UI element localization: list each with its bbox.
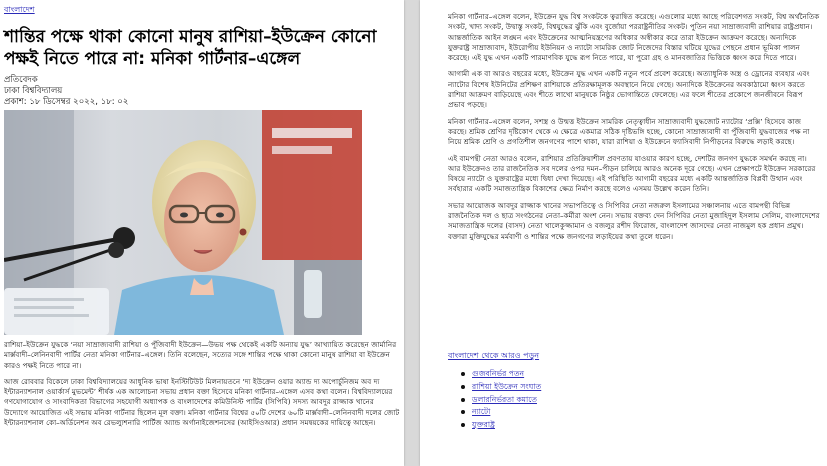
- article-photo: [4, 110, 362, 335]
- related-articles-list: [472, 368, 541, 432]
- right-document-page: [420, 0, 827, 466]
- section-link[interactable]: বাংলাদেশ: [4, 5, 35, 14]
- related-link[interactable]: গুজবনির্ভর পতন: [472, 368, 541, 381]
- related-link[interactable]: যুক্তরাষ্ট্র: [472, 419, 541, 432]
- body-paragraph: মনিকা গার্টনার–এঙ্গেল বলেন, ইউক্রেন যুদ্ধ বিশ্ব সংকটকে ত্বরান্বিত করেছে। এগুলোর মধ্যে আছে পরিবেশগত সংকট, বিশ্ব অর্থনৈতিক সংকট, খাদ্য সংকট, উদ্বাস্তু সংকট, বিশ্বযুদ্ধের ঝুঁকি এবং বুর্জোয়া পররাষ্ট্রনীতির সংকট। পুতিন নয়া সাম্রাজ্যবাদী রাশিয়ার রাষ্ট্রপ্রধান। আন্তর্জাতিক আইন লঙ্ঘন এবং ইউক্রেনের আত্মনিয়ন্ত্রণের অধিকার অস্বীকার করে তারা ইউক্রেন আক্রমণ করেছে। অন্যদিকে যুক্তরাষ্ট্র সাম্রাজ্যবাদ, ইউরোপীয় ইউনিয়ন ও ন্যাটো সামরিক জোট নিজেদের বিস্তার ঘটিয়ে যুদ্ধের পেছনে প্রধান ভূমিকা পালন করেছে। এই যুদ্ধ এখন একটি পারমাণবিক যুদ্ধে রূপ নিতে পারে, যা পুরো গ্রহ ও মানবজাতির ভিত্তিকে ধ্বংস করে দিতে পারে।: [448, 12, 820, 63]
- related-link[interactable]: ন্যাটো: [472, 406, 541, 419]
- publish-date: প্রকাশ: ১৮ ডিসেম্বর ২০২২, ১৮: ০২: [4, 97, 129, 107]
- reporter-line: প্রতিবেদক: [4, 75, 38, 85]
- related-link[interactable]: ডলারনির্ভরতা কমাতে: [472, 394, 541, 407]
- related-articles-heading[interactable]: বাংলাদেশ থেকে আরও পড়ুন: [448, 351, 540, 360]
- article-headline: শান্তির পক্ষে থাকা কোনো মানুষ রাশিয়া–ইউক্রেন কোনো পক্ষই নিতে পারে না: মনিকা গার্টনার–এঙ্গেল: [4, 27, 377, 69]
- related-link[interactable]: রাশিয়া ইউক্রেন সংঘাত: [472, 381, 541, 394]
- left-article-body: [4, 340, 400, 464]
- desk-line: ঢাকা বিশ্ববিদ্যালয়: [4, 86, 63, 96]
- body-paragraph: রাশিয়া–ইউক্রেন যুদ্ধকে ‘নয়া সাম্রাজ্যবাদী রাশিয়া ও পুঁজিবাদী ইউক্রেন—উভয় পক্ষ থেকেই একটি অন্যায় যুদ্ধ’ আখ্যায়িত করেছেন জার্মানির মার্ক্সবাদী–লেনিনবাদী পার্টির নেতা মনিকা গার্টনার–এঙ্গেল। তিনি বলেছেন, সত্যের সঙ্গে শান্তির পক্ষে থাকা কোনো মানুষ রাশিয়া বা ইউক্রেন কারও পক্ষই নিতে পারে না।: [4, 340, 397, 370]
- speaker-photo-illustration: [4, 110, 362, 335]
- right-article-body: [448, 12, 820, 342]
- body-paragraph: সভার আয়োজক আবদুর রাজ্জাক খানের সভাপতিত্বে ও সিপিবির নেতা নজরুল ইসলামের সঞ্চালনায় এতে বামপন্থী বিভিন্ন রাজনৈতিক দল ও ছাত্র সংগঠনের নেতা–কর্মীরা অংশ নেন। সভায় বক্তব্য দেন সিপিবির নেতা মুজাহিদুল ইসলাম সেলিম, বাংলাদেশের সমাজতান্ত্রিক দলের (বাসদ) নেতা খালেকুজ্জামান ও বজলুর রশীদ ফিরোজ, বাংলাদেশ জাসদের নেতা নাজমুল হক প্রধান প্রমুখ। বক্তারা মুক্তিযুদ্ধের মর্মবাণী ও শান্তির পক্ষে জনগণের লড়াইয়ের কথা তুলে ধরেন।: [448, 200, 820, 241]
- body-paragraph: আজ রোববার বিকেলে ঢাকা বিশ্ববিদ্যালয়ের আধুনিক ভাষা ইনস্টিটিউট মিলনায়তনে ‘দ্য ইউক্রেন ওয়ার অ্যান্ড দ্য অপোর্চুনিজম অব দ্য ইন্টারন্যাশনাল ওয়ার্কার্স মুভমেন্ট’ শীর্ষক এক আলোচনা সভায় প্রধান বক্তা হিসেবে মনিকা গার্টনার–এঙ্গেল এসব কথা বলেন। বিশ্ববিদ্যালয়ের গণযোগাযোগ ও সাংবাদিকতা বিভাগের সহযোগী অধ্যাপক ও বাংলাদেশের কমিউনিস্ট পার্টির (সিপিবি) সদস্য আবদুর রাজ্জাক খানের উদ্যোগে আয়োজিত এই সভায় মনিকা গার্টনার ছিলেন মূল বক্তা। মনিকা গার্টনার বিশ্বের ৫০টি দেশের ৬০টি মার্ক্সবাদী–লেনিনবাদী দলের জোট ইন্টারন্যাশনাল কো–অর্ডিনেশন অব রেভল্যুশনারি পার্টিজ অ্যান্ড অর্গানাইজেশনসের (আইসিওআর) প্রধান সমন্বয়কের দায়িত্বে আছেন।: [4, 376, 400, 428]
- body-paragraph: আগামী এক বা আরও বছরের মধ্যে, ইউক্রেন যুদ্ধ এখন একটি নতুন পর্বে প্রবেশ করেছে। অত্যাধুনিক অস্ত্র ও ড্রোনের ব্যবহার এবং ন্যাটোর বিশেষ ইউনিটের প্রশিক্ষণ রাশিয়াকে প্রতিরক্ষামূলক অবস্থানে নিয়ে গেছে। অন্যদিকে ইউক্রেনের অবকাঠামো ধ্বংস করতে রাশিয়া আক্রমণ বাড়িয়েছে এবং শীতে লাখো মানুষকে নিষ্ঠুর ভোগান্তিতে ফেলেছে। এর ফলে শীতের প্রকোপে জনজীবনে বিরূপ প্রভাব পড়ছে।: [448, 69, 810, 110]
- body-paragraph: মনিকা গার্টনার–এঙ্গেল বলেন, সশস্ত্র ও উন্মত্ত ইউক্রেন সামরিক নেতৃত্বাধীন সাম্রাজ্যবাদী যুদ্ধজোট ন্যাটোর ‘প্রক্সি’ হিসেবে কাজ করছে। শ্রমিক শ্রেণির দৃষ্টিকোণ থেকে এ ক্ষেত্রে একমাত্র সঠিক দৃষ্টিভঙ্গি হচ্ছে, কোনো সাম্রাজ্যবাদী বা পুঁজিবাদী যুদ্ধবাজের পক্ষ না নিয়ে শ্রমিক শ্রেণি ও প্রগতিশীল জনগণের পাশে থাকা, যারা রাশিয়া ও ইউক্রেনে ফ্যাসিবাদী নিপীড়নের বিরুদ্ধে লড়াই করছে।: [448, 116, 810, 147]
- body-paragraph: এই বামপন্থী নেতা আরও বলেন, রাশিয়ার প্রতিক্রিয়াশীল প্রবণতায় যাওয়ার কারণ হচ্ছে, দেশটির জনগণ যুদ্ধকে সমর্থন করছে না। আর ইউক্রেনও তার রাজনৈতিক সব দলের ওপর দমন–পীড়ন চালিয়ে আরও অনেক দূরে গেছে। এখন প্রেক্ষাপটে ইউক্রেন সরকারের বিষয়ে ন্যাটো ও যুক্তরাষ্ট্রের মধ্যে দ্বিধা দেখা দিয়েছে। এই পরিস্থিতি আগামী বছরের মধ্যে একটি আন্তর্জাতিক বিপ্লবী উত্থান এবং সর্বহারার একটি সমাজতান্ত্রিক বিকাশের ক্ষেত্র নির্মাণ করছে বলেও এসময় উল্লেখ করেন তিনি।: [448, 153, 816, 194]
- left-document-page: [0, 0, 404, 466]
